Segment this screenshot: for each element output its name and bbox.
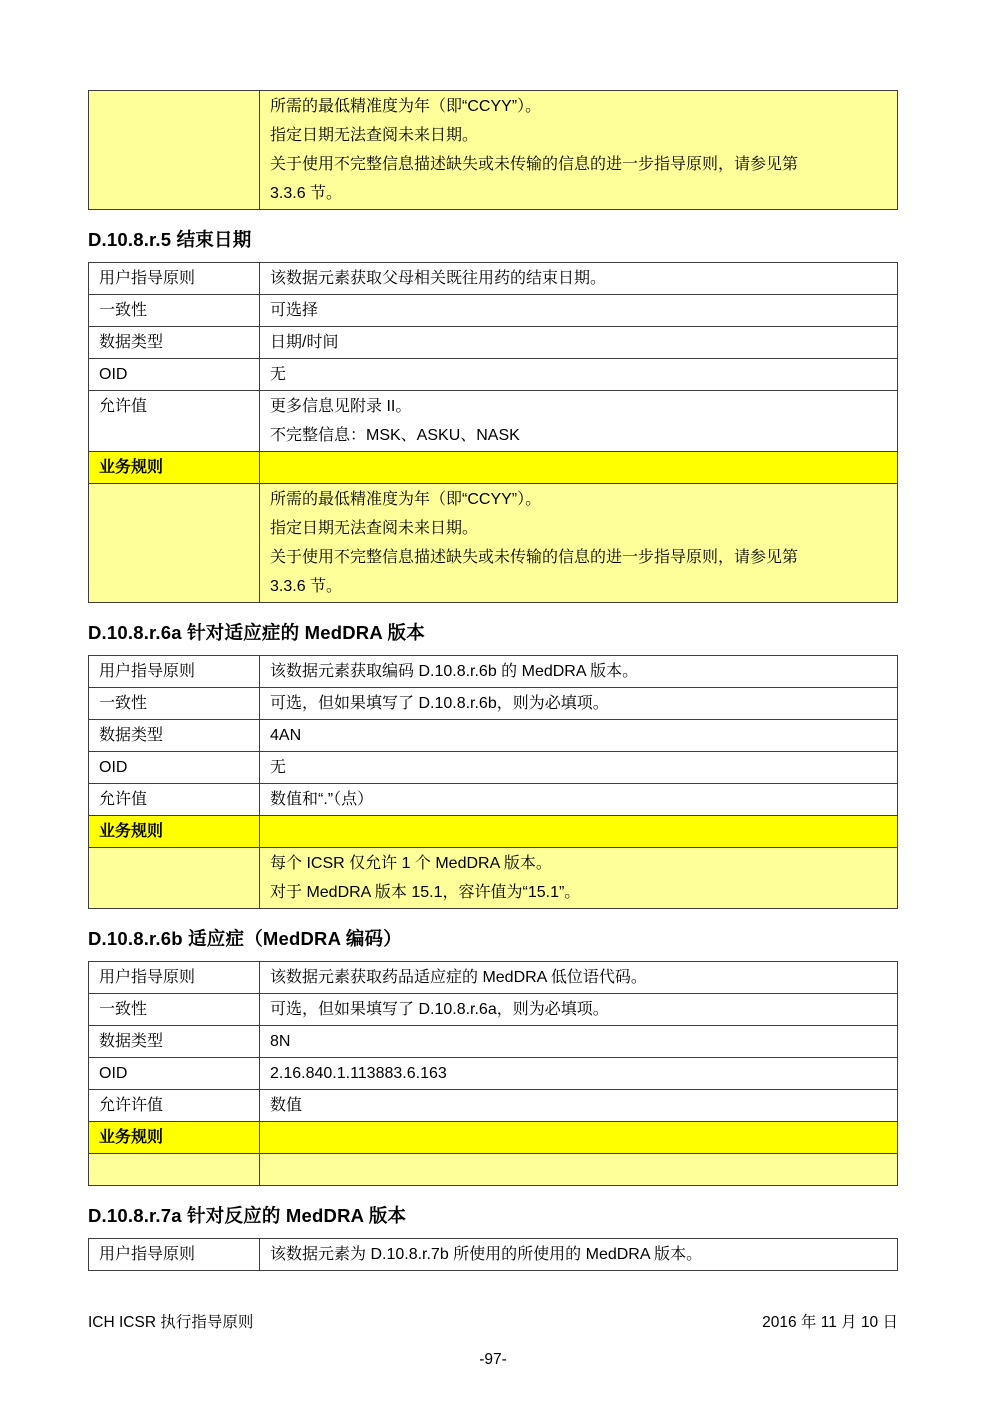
row-label: 业务规则 — [99, 823, 164, 840]
row-value-cell — [260, 1239, 898, 1271]
row-label-cell — [89, 994, 260, 1026]
row-label-cell — [89, 1026, 260, 1058]
spec-table — [88, 655, 898, 909]
table-row — [89, 327, 898, 359]
note-line: 3.3.6 节。 — [270, 578, 343, 595]
row-label-cell — [89, 784, 260, 816]
row-value: 该数据元素获取父母相关既往用药的结束日期。 — [270, 270, 607, 287]
row-value — [270, 453, 887, 482]
row-value: 数值 — [270, 1097, 303, 1114]
row-label-cell — [89, 962, 260, 994]
table-row — [89, 688, 898, 720]
row-value-cell — [260, 91, 898, 210]
note-line: 对于 MedDRA 版本 15.1，容许值为“15.1”。 — [270, 884, 581, 901]
note-line: 每个 ICSR 仅允许 1 个 MedDRA 版本。 — [270, 855, 552, 872]
row-value-cell — [260, 391, 898, 452]
row-value-cell — [260, 484, 898, 603]
page-number: -97- — [479, 1351, 507, 1368]
row-label-cell — [89, 656, 260, 688]
row-value-cell — [260, 994, 898, 1026]
row-label-cell — [89, 1154, 260, 1186]
table-row — [89, 91, 898, 210]
row-label: 用户指导原则 — [99, 1246, 196, 1263]
row-value: 更多信息见附录 II。 — [270, 398, 412, 415]
business-rule-row — [89, 452, 898, 484]
row-value-cell — [260, 359, 898, 391]
continuation-table — [88, 90, 898, 210]
row-label: 一致性 — [99, 302, 148, 319]
row-label: 数据类型 — [99, 334, 164, 351]
note-line: 关于使用不完整信息描述缺失或未传输的信息的进一步指导原则，请参见第 — [270, 156, 799, 173]
row-label-cell — [89, 391, 260, 452]
row-value: 可选，但如果填写了 D.10.8.r.6b，则为必填项。 — [270, 695, 609, 712]
section-heading: D.10.8.r.6a 针对适应症的 MedDRA 版本 — [88, 622, 425, 643]
row-value: 不完整信息：MSK、ASKU、NASK — [270, 427, 520, 444]
business-rule-row — [89, 1122, 898, 1154]
row-label: 数据类型 — [99, 1033, 164, 1050]
table-row — [89, 656, 898, 688]
row-label: OID — [99, 366, 128, 383]
row-label: 一致性 — [99, 695, 148, 712]
row-label: 用户指导原则 — [99, 663, 196, 680]
row-value-cell — [260, 688, 898, 720]
row-value: 日期/时间 — [270, 334, 339, 351]
table-row — [89, 1026, 898, 1058]
row-value — [270, 817, 887, 846]
row-label-cell — [89, 295, 260, 327]
row-value-cell — [260, 816, 898, 848]
row-value: 数值和“.”（点） — [270, 791, 374, 808]
row-label — [99, 485, 249, 514]
row-value-cell — [260, 1026, 898, 1058]
row-value-cell — [260, 656, 898, 688]
spec-table — [88, 262, 898, 603]
row-label: 数据类型 — [99, 727, 164, 744]
table-row — [89, 391, 898, 452]
row-label: 允许许值 — [99, 1097, 164, 1114]
row-value: 2.16.840.1.113883.6.163 — [270, 1065, 447, 1082]
note-line: 指定日期无法查阅未来日期。 — [270, 520, 479, 537]
note-line: 3.3.6 节。 — [270, 185, 343, 202]
footer-date: 2016 年 11 月 10 日 — [762, 1314, 898, 1331]
section-heading: D.10.8.r.5 结束日期 — [88, 229, 252, 250]
row-label — [99, 1155, 249, 1184]
row-value-cell — [260, 263, 898, 295]
row-value-cell — [260, 1122, 898, 1154]
row-value: 该数据元素获取编码 D.10.8.r.6b 的 MedDRA 版本。 — [270, 663, 639, 680]
row-value-cell — [260, 848, 898, 909]
row-label: 允许值 — [99, 398, 148, 415]
row-value-cell — [260, 1090, 898, 1122]
note-row — [89, 484, 898, 603]
row-value: 无 — [270, 366, 287, 383]
row-value-cell — [260, 784, 898, 816]
row-label-cell — [89, 720, 260, 752]
row-label-cell — [89, 752, 260, 784]
row-value: 可选择 — [270, 302, 319, 319]
row-label-cell — [89, 848, 260, 909]
table-row — [89, 1239, 898, 1271]
note-row — [89, 1154, 898, 1186]
section-heading: D.10.8.r.7a 针对反应的 MedDRA 版本 — [88, 1205, 407, 1226]
row-value: 可选，但如果填写了 D.10.8.r.6a，则为必填项。 — [270, 1001, 609, 1018]
row-label-cell — [89, 1058, 260, 1090]
row-label: OID — [99, 759, 128, 776]
note-line: 指定日期无法查阅未来日期。 — [270, 127, 479, 144]
row-label-cell — [89, 327, 260, 359]
row-label-cell — [89, 1122, 260, 1154]
page-footer — [88, 1313, 898, 1333]
row-label-cell — [89, 359, 260, 391]
row-label: 用户指导原则 — [99, 969, 196, 986]
row-label — [99, 92, 249, 121]
table-row — [89, 784, 898, 816]
row-value-cell — [260, 962, 898, 994]
row-value — [270, 1123, 887, 1152]
row-label: 业务规则 — [99, 1129, 164, 1146]
table-row — [89, 720, 898, 752]
footer-title: ICH ICSR 执行指导原则 — [88, 1314, 254, 1331]
row-value: 8N — [270, 1033, 291, 1050]
row-label — [99, 849, 249, 878]
row-label-cell — [89, 688, 260, 720]
table-row — [89, 1090, 898, 1122]
spec-table — [88, 961, 898, 1186]
row-value: 无 — [270, 759, 287, 776]
note-row — [89, 848, 898, 909]
table-row — [89, 994, 898, 1026]
table-row — [89, 752, 898, 784]
table-row — [89, 1058, 898, 1090]
row-label-cell — [89, 452, 260, 484]
row-label: 一致性 — [99, 1001, 148, 1018]
section-heading: D.10.8.r.6b 适应症（MedDRA 编码） — [88, 928, 402, 949]
row-value: 该数据元素获取药品适应症的 MedDRA 低位语代码。 — [270, 969, 647, 986]
row-value-cell — [260, 327, 898, 359]
row-value-cell — [260, 295, 898, 327]
table-row — [89, 962, 898, 994]
note-line — [270, 1155, 887, 1184]
row-value-cell — [260, 1058, 898, 1090]
row-label: OID — [99, 1065, 128, 1082]
row-label-cell — [89, 1239, 260, 1271]
note-line: 所需的最低精准度为年（即“CCYY”）。 — [270, 491, 542, 508]
row-label-cell — [89, 263, 260, 295]
table-row — [89, 295, 898, 327]
business-rule-row — [89, 816, 898, 848]
row-label: 用户指导原则 — [99, 270, 196, 287]
row-value-cell — [260, 1154, 898, 1186]
note-line: 所需的最低精准度为年（即“CCYY”）。 — [270, 98, 542, 115]
row-label-cell — [89, 1090, 260, 1122]
row-label: 业务规则 — [99, 459, 164, 476]
row-value: 4AN — [270, 727, 302, 744]
spec-table — [88, 1238, 898, 1271]
row-label: 允许值 — [99, 791, 148, 808]
row-label-cell — [89, 484, 260, 603]
row-value-cell — [260, 452, 898, 484]
row-label-cell — [89, 91, 260, 210]
row-label-cell — [89, 816, 260, 848]
page-content — [88, 90, 898, 1369]
row-value-cell — [260, 752, 898, 784]
table-row — [89, 359, 898, 391]
note-line: 关于使用不完整信息描述缺失或未传输的信息的进一步指导原则，请参见第 — [270, 549, 799, 566]
row-value: 该数据元素为 D.10.8.r.7b 所使用的所使用的 MedDRA 版本。 — [270, 1246, 703, 1263]
row-value-cell — [260, 720, 898, 752]
table-row — [89, 263, 898, 295]
